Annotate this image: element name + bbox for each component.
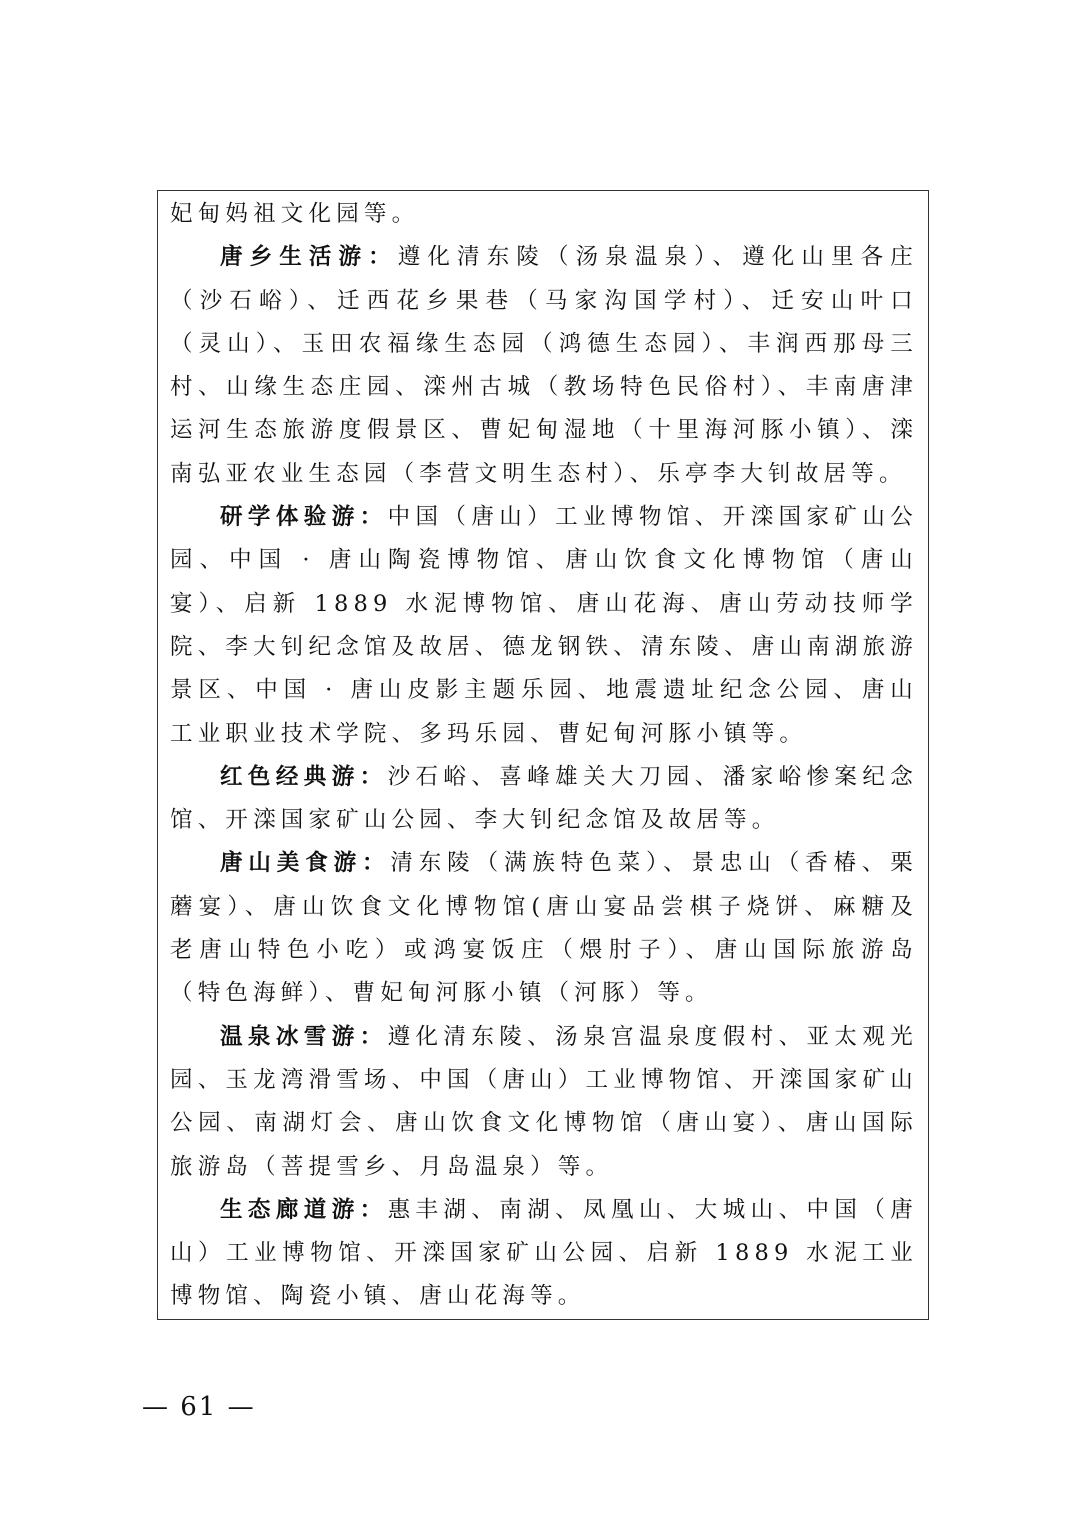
section-heading: 唐山美食游： — [220, 850, 391, 877]
content-frame — [157, 190, 929, 1320]
section-text: 遵化清东陵（汤泉温泉）、遵化山里各庄（沙石峪）、迁西花乡果巷（马家沟国学村）、迁安山叶口（灵山）、玉田农福缘生态园（鸿德生态园）、丰润西那母三村、山缘生态庄园、滦州古城（教场特色民俗村）、丰南唐津运河生态旅游度假景区、曹妃甸湿地（十里海河豚小镇）、滦南弘亚农业生态园（李营文明生态村）、乐亭李大钊故居等。 — [170, 244, 918, 487]
section-paragraph-meishi — [170, 842, 918, 1015]
section-text: 遵化清东陵、汤泉宫温泉度假村、亚太观光园、玉龙湾滑雪场、中国（唐山）工业博物馆、开滦国家矿山公园、南湖灯会、唐山饮食文化博物馆（唐山宴）、唐山国际旅游岛（菩提雪乡、月岛温泉）等。 — [170, 1023, 918, 1180]
section-paragraph-wenquan — [170, 1016, 918, 1189]
section-heading: 唐乡生活游： — [220, 244, 398, 271]
section-heading: 生态廊道游： — [220, 1196, 388, 1223]
section-text: 清东陵（满族特色菜）、景忠山（香椿、栗蘑宴）、唐山饮食文化博物馆(唐山宴品尝棋子烧饼、麻糖及老唐山特色小吃）或鸿宴饭庄（煨肘子）、唐山国际旅游岛（特色海鲜）、曹妃甸河豚小镇（河豚）等。 — [170, 850, 918, 1007]
section-paragraph-shengtai — [170, 1189, 918, 1319]
section-text: 中国（唐山）工业博物馆、开滦国家矿山公园、中国 · 唐山陶瓷博物馆、唐山饮食文化博物馆（唐山宴）、启新 1889 水泥博物馆、唐山花海、唐山劳动技师学院、李大钊纪念馆及故居、德龙钢铁、清东陵、唐山南湖旅游景区、中国 · 唐山皮影主题乐园、地震遗址纪念公园、唐山工业职业技术学院、多玛乐园、曹妃甸河豚小镇等。 — [170, 504, 918, 747]
section-text: 惠丰湖、南湖、凤凰山、大城山、中国（唐山）工业博物馆、开滦国家矿山公园、启新 1889 水泥工业博物馆、陶瓷小镇、唐山花海等。 — [170, 1196, 918, 1310]
page-number: — 61 — — [142, 1392, 256, 1422]
section-heading: 温泉冰雪游： — [220, 1023, 388, 1050]
section-text: 沙石峪、喜峰雄关大刀园、潘家峪惨案纪念馆、开滦国家矿山公园、李大钊纪念馆及故居等。 — [170, 763, 918, 834]
intro-paragraph: 妃甸妈祖文化园等。 — [170, 201, 420, 227]
section-paragraph-yanxue — [170, 496, 918, 756]
section-paragraph-hongse — [170, 756, 918, 843]
section-paragraph-tangxiang — [170, 236, 918, 496]
section-heading: 研学体验游： — [220, 504, 388, 531]
section-heading: 红色经典游： — [220, 763, 388, 790]
